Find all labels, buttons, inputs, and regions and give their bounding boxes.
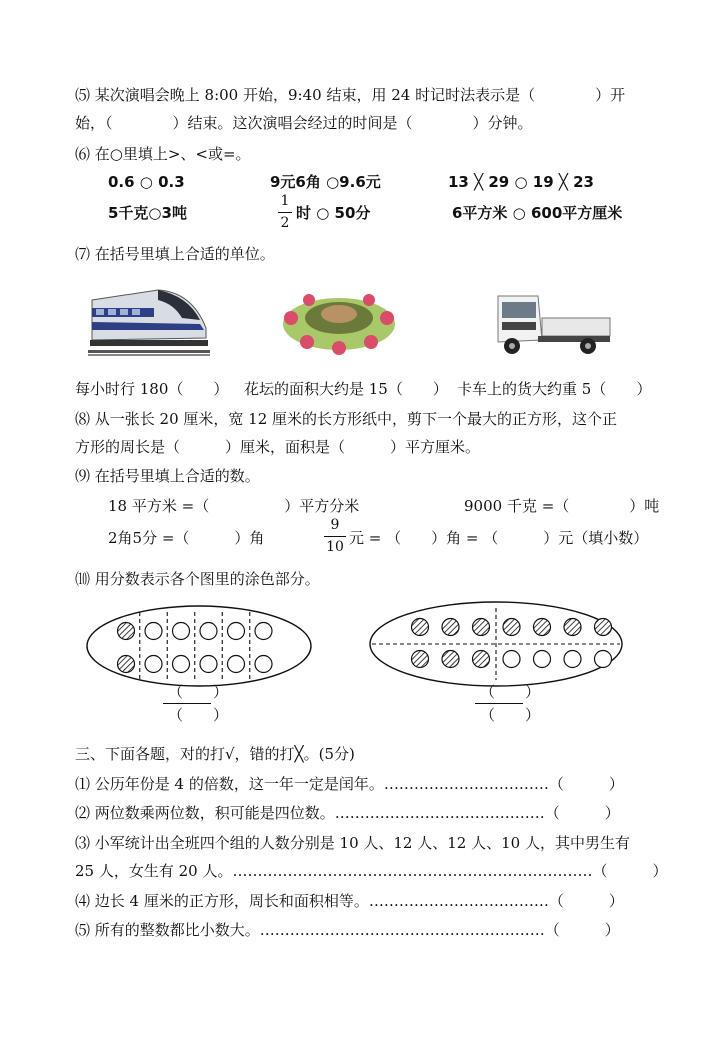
- figure-two: [370, 602, 622, 686]
- q6-compare-2: 9元6角 ○9.6元: [270, 173, 381, 191]
- fig2-empty-circle: [564, 651, 581, 668]
- fig2-fraction-bar: [475, 703, 523, 704]
- q6-compare-1: 0.6 ○ 0.3: [108, 173, 185, 191]
- fig1-empty-circle: [173, 656, 190, 673]
- tf-item-1: ⑴ 公历年份是 4 的倍数，这一年一定是闰年。……………………………（ ）: [75, 775, 624, 793]
- q6-compare-5: 时 ○ 50分: [296, 204, 371, 222]
- fig2-shaded-circle: [534, 619, 551, 636]
- tf-item-5: ⑸ 所有的整数都比小数大。…………………………………………………（ ）: [75, 921, 620, 939]
- q8-line2: 方形的周长是（ ）厘米，面积是（ ）平方厘米。: [75, 438, 481, 456]
- figure-one: [87, 606, 311, 686]
- truck-image: [492, 288, 614, 360]
- q8-line1: ⑻ 从一张长 20 厘米，宽 12 厘米的长方形纸中，剪下一个最大的正方形，这个正: [75, 410, 618, 428]
- q9-money-conversion: 2角5分 =（ ）角: [108, 529, 265, 547]
- fig1-fraction-bar: [163, 703, 211, 704]
- fig2-shaded-circle: [412, 651, 429, 668]
- tf-item-3-line2: 25 人，女生有 20 人。………………………………………………………………（ ）: [75, 862, 668, 880]
- fig2-shaded-circle: [564, 619, 581, 636]
- fig2-shaded-circle: [473, 619, 490, 636]
- q9-frac-bar: [324, 536, 346, 537]
- q9-fraction-conversion: 元 = （ ）角 = （ ）元（填小数）: [349, 529, 649, 547]
- section3-heading: 三、下面各题，对的打√，错的打╳。(5分): [75, 745, 355, 763]
- q7-answer-flowerbed: 花坛的面积大约是 15（ ）: [244, 380, 448, 398]
- fig1-empty-circle: [200, 656, 217, 673]
- q9-title: ⑼ 在括号里填上合适的数。: [75, 467, 260, 485]
- q6-compare-6: 6平方米 ○ 600平方厘米: [452, 204, 623, 222]
- tf-item-2: ⑵ 两位数乘两位数，积可能是四位数。……………………………………（ ）: [75, 804, 620, 822]
- fig2-denominator-blank: （ ）: [480, 706, 541, 724]
- q5-line1: ⑸ 某次演唱会晚上 8:00 开始，9:40 结束，用 24 时记时法表示是（ ）开: [75, 86, 626, 104]
- q6-frac-denominator: 2: [280, 215, 290, 231]
- q6-frac-bar: [278, 212, 292, 213]
- q7-answer-train: 每小时行 180（ ）: [75, 380, 229, 398]
- q9-mass-conversion: 9000 千克 =（ ）吨: [464, 497, 660, 515]
- fig1-numerator-blank: （ ）: [168, 683, 229, 701]
- q9-frac-numerator: 9: [330, 517, 340, 533]
- fig2-shaded-circle: [412, 619, 429, 636]
- fig2-numerator-blank: （ ）: [480, 683, 541, 701]
- fig2-empty-circle: [534, 651, 551, 668]
- q5-line2: 始，（ ）结束。这次演唱会经过的时间是（ ）分钟。: [75, 114, 533, 132]
- q10-title: ⑽ 用分数表示各个图里的涂色部分。: [75, 570, 320, 588]
- tf-item-3-line1: ⑶ 小军统计出全班四个组的人数分别是 10 人、12 人、12 人、10 人，其中男生有: [75, 834, 630, 852]
- fig1-empty-circle: [255, 623, 272, 640]
- fig2-empty-circle: [595, 651, 612, 668]
- q9-area-conversion: 18 平方米 =（ ）平方分米: [108, 497, 360, 515]
- q7-title: ⑺ 在括号里填上合适的单位。: [75, 245, 275, 263]
- q10-figures: [0, 590, 725, 730]
- q6-compare-3: 13 ╳ 29 ○ 19 ╳ 23: [448, 173, 594, 191]
- q6-compare-4: 5千克○3吨: [108, 204, 187, 222]
- tf-item-4: ⑷ 边长 4 厘米的正方形，周长和面积相等。………………………………（ ）: [75, 892, 624, 910]
- fig2-empty-circle: [503, 651, 520, 668]
- q6-frac-numerator: 1: [280, 193, 290, 209]
- fig2-shaded-circle: [473, 651, 490, 668]
- q9-frac-denominator: 10: [326, 539, 344, 555]
- fig1-empty-circle: [228, 623, 245, 640]
- flowerbed-image: [277, 286, 401, 356]
- fig1-outline: [87, 606, 311, 686]
- fig1-empty-circle: [145, 623, 162, 640]
- fig2-shaded-circle: [442, 651, 459, 668]
- fig1-shaded-circle: [118, 623, 135, 640]
- fig2-shaded-circle: [442, 619, 459, 636]
- fig1-denominator-blank: （ ）: [168, 706, 229, 724]
- fig2-shaded-circle: [503, 619, 520, 636]
- q6-title: ⑹ 在○里填上>、<或=。: [75, 145, 251, 163]
- fig1-empty-circle: [145, 656, 162, 673]
- fig1-empty-circle: [173, 623, 190, 640]
- fig2-shaded-circle: [595, 619, 612, 636]
- fig1-empty-circle: [255, 656, 272, 673]
- q7-answer-truck: 卡车上的货大约重 5（ ）: [457, 380, 652, 398]
- fig1-shaded-circle: [118, 656, 135, 673]
- train-image: [88, 278, 210, 360]
- fig1-empty-circle: [228, 656, 245, 673]
- fig1-empty-circle: [200, 623, 217, 640]
